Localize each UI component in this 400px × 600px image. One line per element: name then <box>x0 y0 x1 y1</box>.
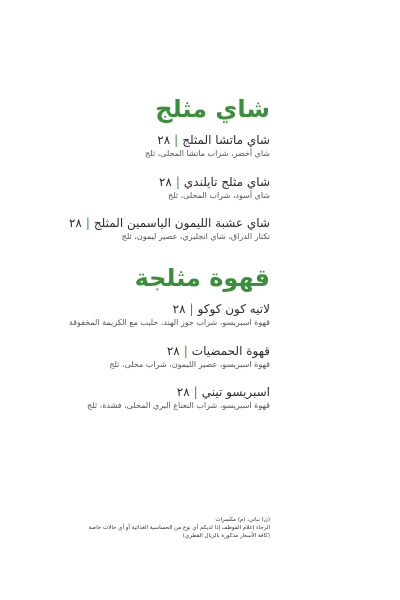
menu-item-price: ٢٨ <box>68 216 82 230</box>
menu-item-description: شاي أسود، شراب المحلى، ثلج <box>167 191 270 200</box>
menu-item <box>87 385 270 411</box>
menu-item <box>159 175 270 201</box>
menu-item-name: شاي مثلج تايلندي <box>183 175 270 189</box>
menu-footer <box>80 516 270 540</box>
menu-item-price: ٢٨ <box>176 385 190 399</box>
menu-item-description: قهوة اسبريسو، شراب النعناع البري المحلى، فشدة، ثلج <box>87 401 270 410</box>
menu-item-name: قهوة الحمضيات <box>191 344 270 358</box>
menu-item-name: شاي ماتشا المثلج <box>182 133 270 147</box>
price-separator: | <box>175 175 180 189</box>
menu-item <box>69 216 270 242</box>
menu-item <box>145 133 270 159</box>
price-separator: | <box>174 133 179 147</box>
menu-item-description: قهوة اسبريسو، شراب جوز الهند، حليب مع الكريمة المخفوقة <box>68 318 270 327</box>
menu-item-line <box>69 302 270 317</box>
menu-item-line <box>109 344 270 359</box>
menu-item-description: تكتار الدراق، شاي انجليزي، عصير ليمون، ثلج <box>121 232 270 241</box>
menu-item-price: ٢٨ <box>172 302 186 316</box>
menu-item-price: ٢٨ <box>166 344 180 358</box>
menu-item-line <box>87 385 270 400</box>
menu-item-name: لاتيه كون كوكو <box>197 302 270 316</box>
iced-tea-section <box>68 95 270 255</box>
menu-item-line <box>159 175 270 190</box>
currency-note: (كافة الأسعار مذكورة بالريال القطري) <box>182 533 270 539</box>
menu-item <box>109 344 270 370</box>
price-separator: | <box>189 302 194 316</box>
allergy-notice: الرجاء إعلام الموظف إذا لديكم أي نوع من الحساسية الغذائية أو أي حالات خاصة <box>88 525 270 531</box>
menu-item-price: ٢٨ <box>158 175 172 189</box>
menu-item-name: اسبريسو تيني <box>201 385 270 399</box>
iced-coffee-section <box>68 264 270 424</box>
menu-item-line <box>69 216 270 231</box>
menu-item-description: شاي أخضر، شراب ماتشا المحلى، ثلج <box>145 149 270 158</box>
section-title: شاي مثلج <box>155 95 270 123</box>
menu-item <box>69 302 270 328</box>
price-separator: | <box>85 216 90 230</box>
price-separator: | <box>183 344 188 358</box>
menu-item-name: شاي عشبة الليمون الياسمين المثلج <box>93 216 270 230</box>
menu-item-price: ٢٨ <box>157 133 171 147</box>
dietary-legend: (ن) نباتي، (م) مكسرات <box>215 517 270 523</box>
menu-item-description: قهوة اسبريسو، عصير الليمون، شراب محلى، ثلج <box>109 360 270 369</box>
price-separator: | <box>193 385 198 399</box>
menu-item-line <box>145 133 270 148</box>
section-title: قهوة مثلجة <box>134 264 270 292</box>
